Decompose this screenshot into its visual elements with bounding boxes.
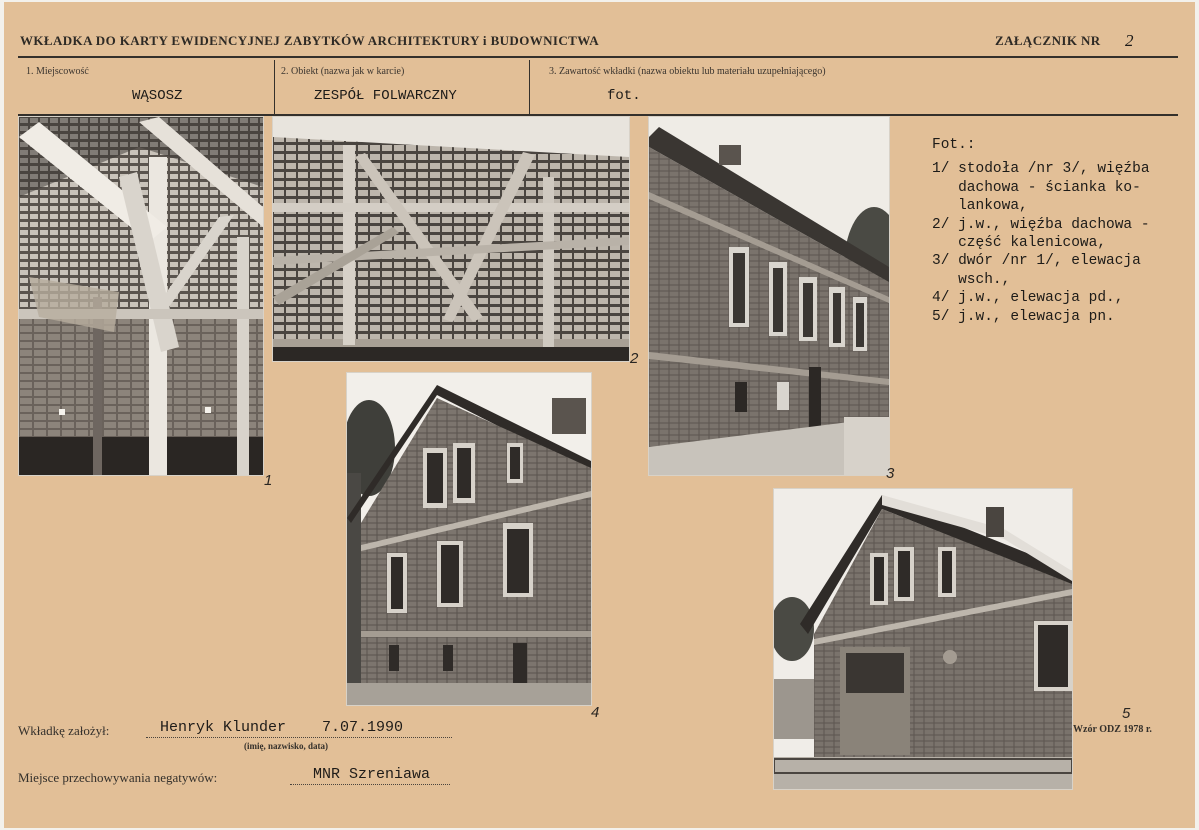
caption-line: lankowa, [932, 198, 1028, 215]
field-contents-label: 3. Zawartość wkładki (nazwa obiektu lub materiału uzupełniającego) [549, 66, 826, 77]
field-contents-value: fot. [607, 88, 641, 104]
photo-manor-south-elevation [346, 372, 592, 706]
caption-line: wsch., [932, 271, 1011, 288]
caption-line: 4/ j.w., elewacja pd., [932, 290, 1124, 307]
created-by-value: Henryk Klunder [160, 719, 287, 736]
photo-number-5: 5 [1122, 705, 1131, 722]
field-divider [274, 60, 275, 114]
header-rule [18, 56, 1178, 58]
form-title: WKŁADKA DO KARTY EWIDENCYJNEJ ZABYTKÓW ARCHITEKTURY i BUDOWNICTWA [20, 33, 599, 48]
negatives-location-label: Miejsce przechowywania negatywów: [18, 770, 218, 785]
photo-number-3: 3 [886, 465, 895, 482]
photo-caption [932, 136, 1150, 326]
photo-roof-ridge-section [272, 116, 630, 362]
caption-title: Fot.: [932, 137, 976, 153]
caption-line: 3/ dwór /nr 1/, elewacja [932, 253, 1141, 270]
photo-number-2: 2 [630, 350, 639, 367]
created-by-label: Wkładkę założył: [18, 723, 110, 738]
caption-line: część kalenicowa, [932, 235, 1107, 252]
negatives-dotted-line [290, 783, 450, 785]
caption-line: 5/ j.w., elewacja pn. [932, 308, 1115, 325]
inventory-card [4, 2, 1195, 828]
field-locality-label: 1. Miejscowość [26, 66, 89, 77]
caption-line: 2/ j.w., więźba dachowa - [932, 216, 1150, 233]
photo-number-4: 4 [591, 704, 600, 721]
created-date-value: 7.07.1990 [322, 719, 404, 736]
created-by-dotted-line [146, 736, 452, 738]
attachment-number: 2 [1125, 31, 1134, 50]
photo-manor-east-elevation [648, 116, 890, 476]
field-object-value: ZESPÓŁ FOLWARCZNY [314, 88, 457, 104]
photo-manor-north-elevation [773, 488, 1073, 790]
form-pattern-note: Wzór ODZ 1978 r. [1073, 724, 1152, 735]
attachment-label: ZAŁĄCZNIK NR [995, 33, 1101, 48]
photo-number-1: 1 [264, 472, 273, 489]
field-locality-value: WĄSOSZ [132, 88, 183, 104]
created-by-hint: (imię, nazwisko, data) [244, 741, 328, 751]
photo-barn-truss-knee-wall [18, 116, 264, 476]
negatives-location-value: MNR Szreniawa [313, 766, 431, 783]
field-object-label: 2. Obiekt (nazwa jak w karcie) [281, 66, 405, 77]
caption-line: dachowa - ścianka ko- [932, 179, 1141, 196]
caption-line: 1/ stodoła /nr 3/, więźba [932, 161, 1150, 178]
field-divider [529, 60, 530, 114]
